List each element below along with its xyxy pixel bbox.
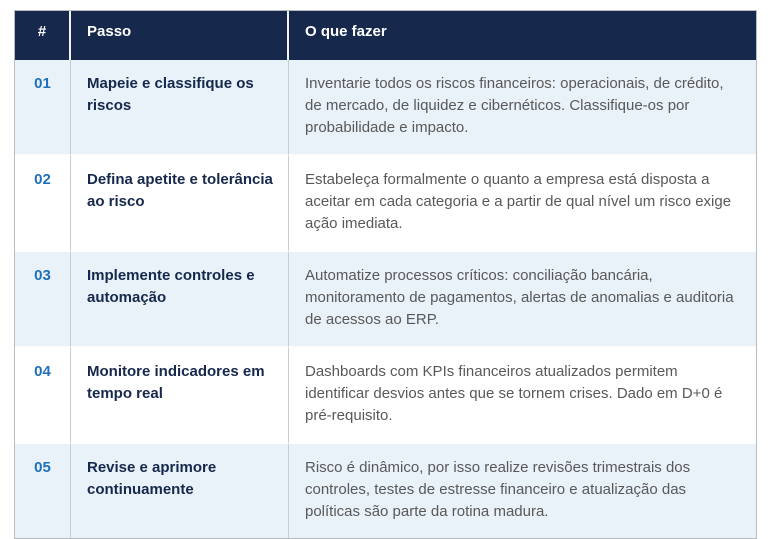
header-row [15,11,756,60]
table-row [15,60,756,156]
step-title: Monitore indicadores em tempo real [71,348,289,444]
table-header [15,11,756,60]
step-title: Mapeie e classifique os riscos [71,60,289,156]
column-header-number: # [15,11,71,60]
table-row [15,156,756,252]
table-row [15,252,756,348]
table-body [15,60,756,538]
step-number: 01 [15,60,71,156]
step-title: Defina apetite e tolerância ao risco [71,156,289,252]
step-description: Inventarie todos os riscos financeiros: operacionais, de crédito, de mercado, de liquidez e cibernéticos. Classifique-os por probabilidade e impacto. [289,60,756,156]
step-description: Risco é dinâmico, por isso realize revisões trimestrais dos controles, testes de estresse financeiro e atualização das políticas são parte da rotina madura. [289,444,756,538]
table-row [15,444,756,538]
step-number: 03 [15,252,71,348]
risk-steps-table-container [14,10,757,539]
table-row [15,348,756,444]
step-description: Dashboards com KPIs financeiros atualizados permitem identificar desvios antes que se tornem crises. Dado em D+0 é pré-requisito. [289,348,756,444]
step-number: 02 [15,156,71,252]
step-title: Revise e aprimore continuamente [71,444,289,538]
step-description: Estabeleça formalmente o quanto a empresa está disposta a aceitar em cada categoria e a partir de qual nível um risco exige ação imediata. [289,156,756,252]
column-header-step: Passo [71,11,289,60]
step-number: 04 [15,348,71,444]
step-title: Implemente controles e automação [71,252,289,348]
risk-steps-table [14,10,757,539]
step-number: 05 [15,444,71,538]
step-description: Automatize processos críticos: conciliação bancária, monitoramento de pagamentos, alertas de anomalias e auditoria de acessos ao ERP. [289,252,756,348]
column-header-action: O que fazer [289,11,756,60]
